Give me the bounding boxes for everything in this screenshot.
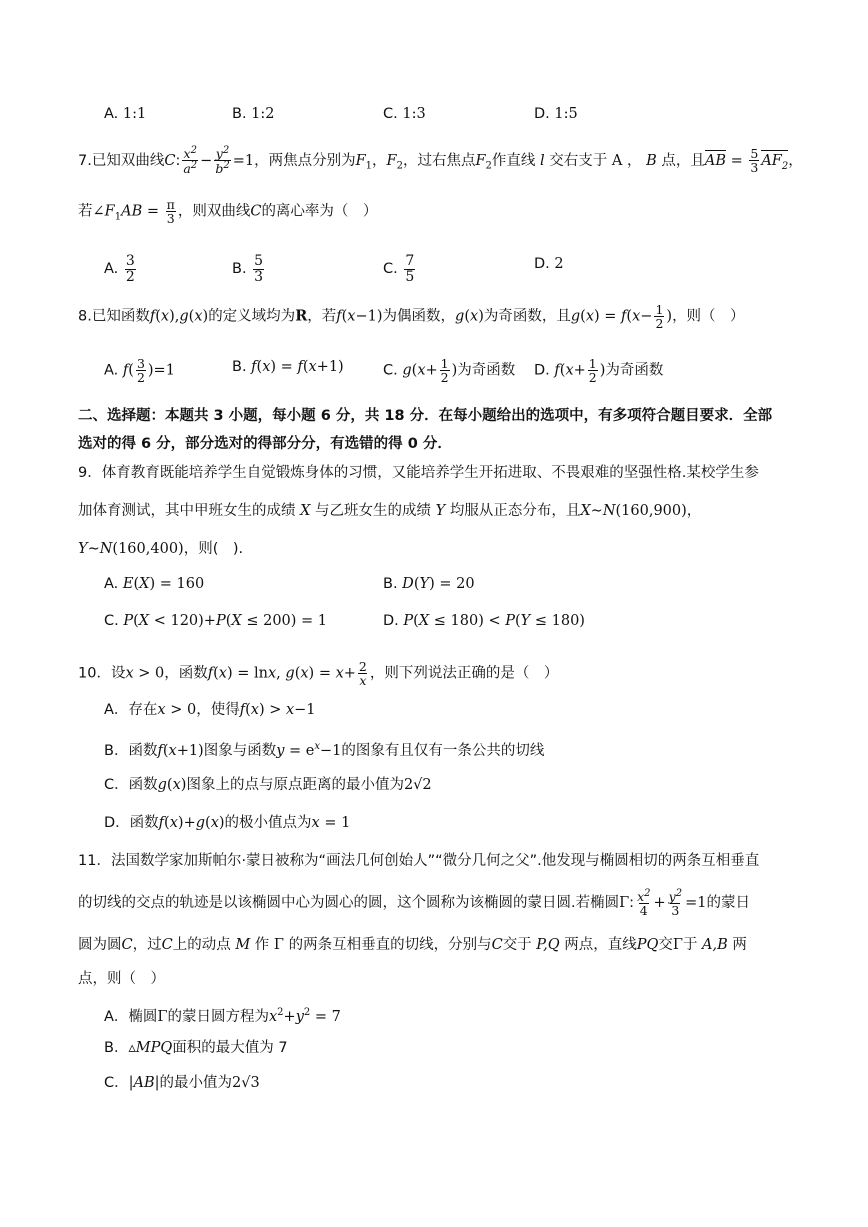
q8-option-a: A. f( $\frac{3}{2}$ )=1	[104, 356, 175, 386]
q8-option-b: B. f(x) = f(x+1)	[232, 359, 344, 375]
q11-option-c: C．|AB|的最小值为2√3	[104, 1075, 260, 1091]
q10-stem: 10．设x > 0，函数f(x) = lnx, g(x) = x+ $\frac{2}{x}$ ，则下列说法正确的是（ ）	[78, 659, 559, 689]
q6-option-d: D. 1:5	[534, 106, 578, 122]
q6-option-c: C. 1:3	[383, 106, 426, 122]
q11-option-a: A．椭圆Γ的蒙日圆方程为$x^2+y^2 = 7$	[104, 1007, 341, 1025]
q8-option-c: C. g(x+ $\frac{1}{2}$ )为奇函数	[383, 356, 516, 386]
q9-option-a: A. E(X) = 160	[104, 576, 205, 592]
section2-line1: 二、选择题：本题共 3 小题，每小题 6 分，共 18 分．在每小题给出的选项中，有多项符合题目要求．全部	[78, 408, 773, 424]
q9-option-d: D. P(X ≤ 180) < P(Y ≤ 180)	[383, 613, 585, 629]
q9-option-c: C. P(X < 120)+P(X ≤ 200) = 1	[104, 613, 328, 629]
q7-stem-line1: 7.已知双曲线C: $\frac{x^2}{a^2}$ − $\frac{y^2}{b^2}$ =1，两焦点分别为$F_1$，$F_2$，过右焦点$F_2$作直线 l 交右支于 A ， B 点，且AB = $\frac{5}{3}$ $AF_2$，	[78, 145, 803, 177]
q6-option-a: A. 1:1	[104, 106, 147, 122]
q9-stem-line3: Y∼N(160,400)，则( ).	[78, 541, 244, 557]
q9-stem-line2: 加体育测试，其中甲班女生的成绩 X 与乙班女生的成绩 Y 均服从正态分布，且X∼N(160,900)，	[78, 503, 702, 519]
q9-stem-line1: 9．体育教育既能培养学生自觉锻炼身体的习惯，又能培养学生开拓进取、不畏艰难的坚强性格.某校学生参	[78, 465, 759, 481]
q8-stem: 8.已知函数f(x),g(x)的定义域均为R，若f(x−1)为偶函数，g(x)为奇函数，且g(x) = f(x− $\frac{1}{2}$ )，则（ ）	[78, 302, 745, 332]
q8-option-d-odd: 为奇函数	[605, 362, 664, 379]
q7-option-d: D. 2	[534, 256, 564, 272]
q10-option-b: B．函数f(x+1)图象与函数$y = e^x-1$的图象有且仅有一条公共的切线	[104, 741, 545, 759]
q6-option-b: B. 1:2	[232, 106, 275, 122]
q11-stem-line4: 点，则（ ）	[78, 971, 165, 987]
q11-option-b: B．▵MPQ面积的最大值为 7	[104, 1040, 288, 1056]
q7-option-b: B. $\frac{5}{3}$	[232, 253, 264, 285]
q7-stem-line2: 若$\angle F_1AB$ = $\frac{\pi}{3}$ ，则双曲线C的离心率为（ ）	[78, 197, 378, 227]
q7-option-a: A. $\frac{3}{2}$	[104, 253, 135, 285]
q11-stem-line1: 11．法国数学家加斯帕尔·蒙日被称为“画法几何创始人”“微分几何之父”.他发现与椭圆相切的两条互相垂直	[78, 853, 760, 869]
q11-stem-line2: 的切线的交点的轨迹是以该椭圆中心为圆心的圆，这个圆称为该椭圆的蒙日圆.若椭圆Γ: $\frac{x^2}{4}$ + $\frac{y^2}{3}$ =1的蒙日	[78, 888, 750, 919]
q8-option-d: D. f(x+ $\frac{1}{2}$ )为奇函数	[534, 356, 664, 386]
q10-option-c: C．函数g(x)图象上的点与原点距离的最小值为2√2	[104, 777, 432, 793]
q11-stem-line3: 圆为圆C，过C上的动点 M 作 Γ 的两条互相垂直的切线，分别与C交于 P,Q 两点，直线PQ交Γ于 A,B 两	[78, 937, 747, 953]
q10-option-d: D．函数f(x)+g(x)的极小值点为x = 1	[104, 815, 351, 831]
q7-option-c: C. $\frac{7}{5}$	[383, 253, 415, 285]
section2-line2: 选对的得 6 分，部分选对的得部分分，有选错的得 0 分．	[78, 436, 452, 452]
q9-option-b: B. D(Y) = 20	[383, 576, 475, 592]
q10-option-a: A．存在x > 0，使得f(x) > x−1	[104, 702, 316, 718]
